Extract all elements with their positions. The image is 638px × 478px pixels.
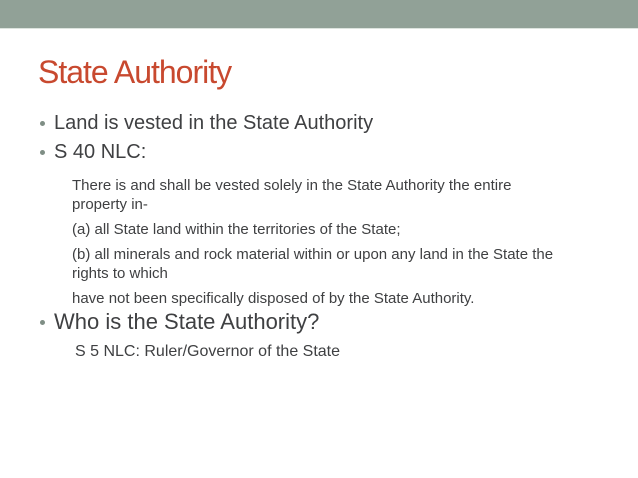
- bullet-label: Land is vested in the State Authority: [54, 112, 374, 134]
- slide-body: [0, 54, 638, 362]
- s40-line: rights to which: [72, 265, 168, 282]
- bullet-item-who-is-authority: [38, 308, 608, 336]
- header-accent-bar: [0, 0, 638, 29]
- bullet-label: Who is the State Authority?: [54, 309, 320, 334]
- bullet-label: S 40 NLC:: [54, 141, 147, 163]
- s40-line: property in-: [72, 196, 148, 213]
- bullet-dot-icon: [40, 320, 45, 325]
- s40-paragraph-item-b: [72, 245, 608, 283]
- s40-detail-block: [72, 176, 608, 308]
- s40-paragraph-vesting: [72, 176, 608, 214]
- slide-title: State Authority: [38, 54, 232, 90]
- bullet-dot-icon: [40, 121, 45, 126]
- bullet-dot-icon: [40, 150, 45, 155]
- s40-line: (a) all State land within the territories of the State;: [72, 221, 401, 238]
- s40-line: have not been specifically disposed of by the State Authority.: [72, 290, 475, 307]
- s40-paragraph-disposal: [72, 289, 608, 308]
- bullet-item-land-vested: [38, 110, 608, 137]
- bullet-item-s40-nlc: [38, 139, 608, 166]
- s40-line: There is and shall be vested solely in the State Authority the entire: [72, 177, 512, 194]
- s5-detail-line: S 5 NLC: Ruler/Governor of the State: [75, 343, 341, 360]
- s40-line: (b) all minerals and rock material within or upon any land in the State the: [72, 246, 554, 263]
- s40-paragraph-item-a: [72, 220, 608, 239]
